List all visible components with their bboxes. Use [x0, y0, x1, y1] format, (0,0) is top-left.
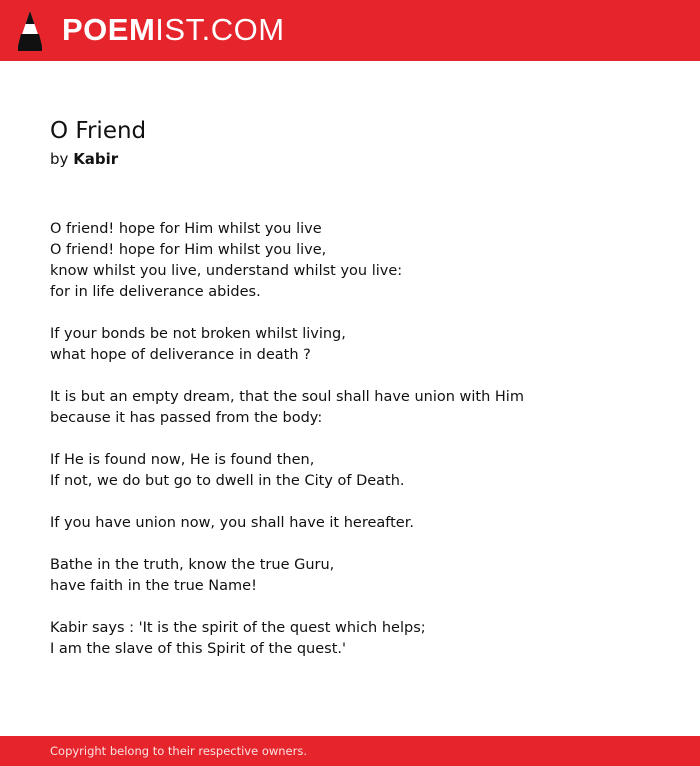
poem-stanza	[50, 387, 670, 429]
poem-line: for in life deliverance abides.	[50, 284, 261, 300]
poem-line: because it has passed from the body:	[50, 410, 323, 426]
poem-stanza	[50, 450, 670, 492]
poem-title: O Friend	[50, 118, 147, 144]
poem-line: Kabir says : 'It is the spirit of the quest which helps;	[50, 620, 426, 636]
poem-line: have faith in the true Name!	[50, 578, 257, 594]
poem-line: If your bonds be not broken whilst living,	[50, 326, 346, 342]
poem-stanza	[50, 513, 670, 534]
by-label: by	[50, 150, 69, 168]
site-footer	[0, 736, 700, 766]
poem-stanza	[50, 618, 670, 660]
poem-line: If you have union now, you shall have it hereafter.	[50, 515, 414, 531]
poem-body	[50, 219, 670, 681]
site-logo[interactable]	[62, 12, 285, 48]
poem-line: O friend! hope for Him whilst you live,	[50, 242, 327, 258]
site-header	[0, 0, 700, 61]
pencil-tip-icon[interactable]	[17, 10, 43, 52]
poem-line: If He is found now, He is found then,	[50, 452, 315, 468]
poem-line: I am the slave of this Spirit of the quest.'	[50, 641, 347, 657]
poem-line: O friend! hope for Him whilst you live	[50, 221, 322, 237]
poem-line: It is but an empty dream, that the soul shall have union with Him	[50, 389, 524, 405]
poem-byline	[50, 149, 118, 169]
poem-stanza	[50, 219, 670, 303]
poem-stanza	[50, 324, 670, 366]
poem-line: Bathe in the truth, know the true Guru,	[50, 557, 335, 573]
logo-text-bold: POEM	[62, 12, 156, 47]
logo-text-light: IST.COM	[155, 12, 285, 47]
poem-line: If not, we do but go to dwell in the City of Death.	[50, 473, 405, 489]
poem-line: what hope of deliverance in death ?	[50, 347, 311, 363]
poem-line: know whilst you live, understand whilst you live:	[50, 263, 403, 279]
poem-stanza	[50, 555, 670, 597]
author-name[interactable]: Kabir	[73, 150, 119, 168]
copyright-text: Copyright belong to their respective owners.	[50, 744, 308, 758]
